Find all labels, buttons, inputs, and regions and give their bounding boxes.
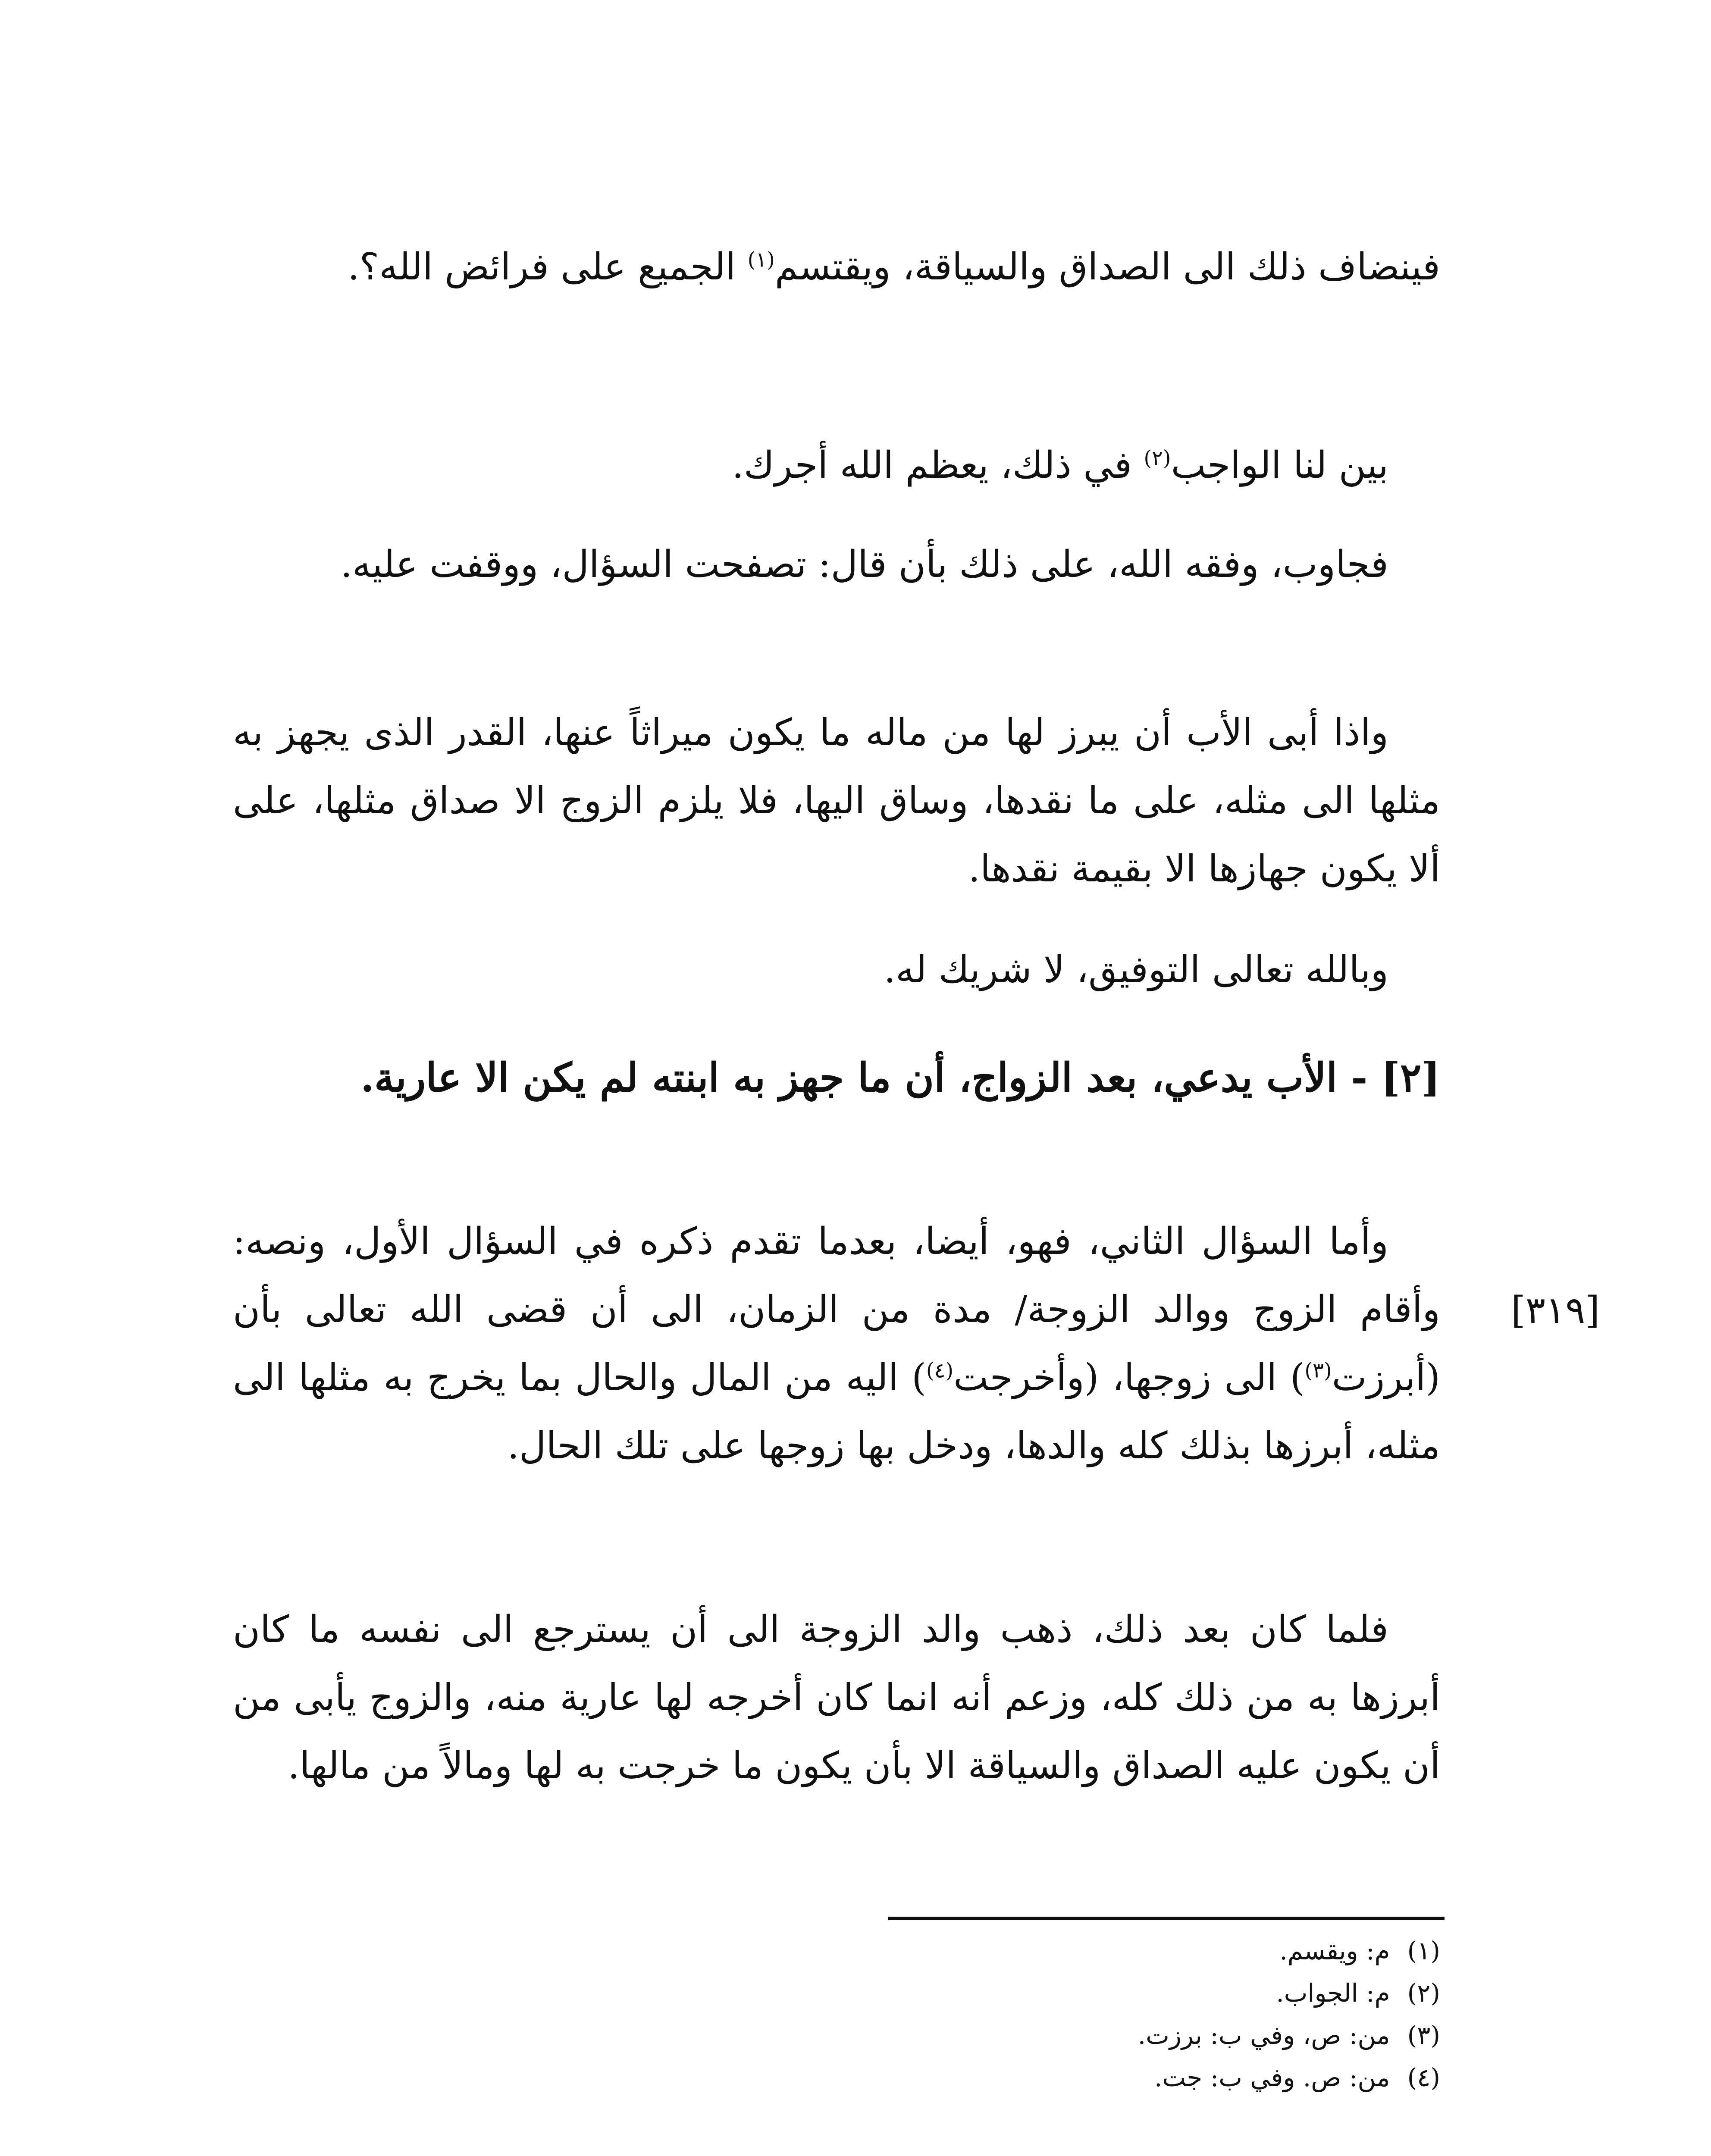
paragraph-1-text-cont: الجميع على فرائض الله؟.: [348, 245, 748, 288]
footnote-text: م: الجواب.: [1276, 1978, 1390, 2008]
footnote-text: من: ص، وفي ب: برزت.: [1138, 2021, 1390, 2050]
footnote-text: م: ويقسم.: [1279, 1936, 1390, 1965]
footnote-text: من: ص. وفي ب: جت.: [1154, 2063, 1390, 2092]
footnote-separator: [888, 1917, 1445, 1920]
footnote-ref-4: (٤): [926, 1358, 954, 1383]
footnote-number: (٢): [1407, 1978, 1440, 2008]
paragraph-4: واذا أبى الأب أن يبرز لها من ماله ما يكون ميراثاً عنها، القدر الذى يجهز به مثلها الى مثله، على ما نقدها، وساق اليها، فلا يلزم الزوج الا صداق مثلها، على ألا يكون جهازها الا بقيمة نقدها.: [233, 711, 1440, 890]
footnotes: [819, 1930, 1440, 2099]
paragraph-1-text: فينضاف ذلك الى الصداق والسياقة، ويقتسم: [774, 245, 1440, 288]
paragraph-2-text: بين لنا الواجب: [1171, 444, 1388, 487]
margin-page-reference: [٣١٩]: [1511, 1289, 1600, 1332]
paragraph-2: [233, 431, 1440, 499]
paragraph-5: وبالله تعالى التوفيق، لا شريك له.: [884, 948, 1388, 991]
footnote-ref-3: (٣): [1304, 1358, 1332, 1383]
footnote-ref-2: (٢): [1144, 446, 1171, 470]
paragraph-3: فجاوب، وفقه الله، على ذلك بأن قال: تصفحت السؤال، ووقفت عليه.: [340, 543, 1388, 586]
footnote-item: [819, 1930, 1440, 1972]
footnote-ref-1: (١): [747, 248, 775, 272]
paragraph-6-text-cont: ) الى زوجها، (وأخرجت: [953, 1356, 1305, 1399]
footnote-number: (١): [1407, 1936, 1440, 1965]
footnote-item: [819, 1972, 1440, 2014]
footnote-item: [819, 2014, 1440, 2056]
footnote-number: (٤): [1407, 2063, 1440, 2092]
paragraph-6-text: وأما السؤال الثاني، فهو، أيضا، بعدما تقدم ذكره في السؤال الأول، ونصه: وأقام الزوج ووالد الزوجة/ مدة من الزمان، الى أن قضى الله تعالى بأن (أبرزت: [233, 1220, 1440, 1399]
footnote-item: [819, 2056, 1440, 2099]
footnote-number: (٣): [1407, 2021, 1440, 2050]
paragraph-1: [233, 233, 1440, 301]
paragraph-6-text-end: ) اليه من المال والحال بما يخرج به مثلها الى مثله، أبرزها بذلك كله والدها، ودخل بها زوجها على تلك الحال.: [233, 1356, 1440, 1467]
paragraph-2-text-cont: في ذلك، يعظم الله أجرك.: [732, 444, 1144, 487]
paragraph-6: [233, 1207, 1440, 1480]
paragraph-7: فلما كان بعد ذلك، ذهب والد الزوجة الى أن يسترجع الى نفسه ما كان أبرزها به من ذلك كله، وزعم أنه انما كان أخرجه لها عارية منه، والزوج يأبى من أن يكون عليه الصداق والسياقة الا بأن يكون ما خرجت به لها ومالاً من مالها.: [233, 1608, 1440, 1787]
section-heading: [٢] - الأب يدعي، بعد الزواج، أن ما جهز به ابنته لم يكن الا عارية.: [360, 1054, 1440, 1101]
